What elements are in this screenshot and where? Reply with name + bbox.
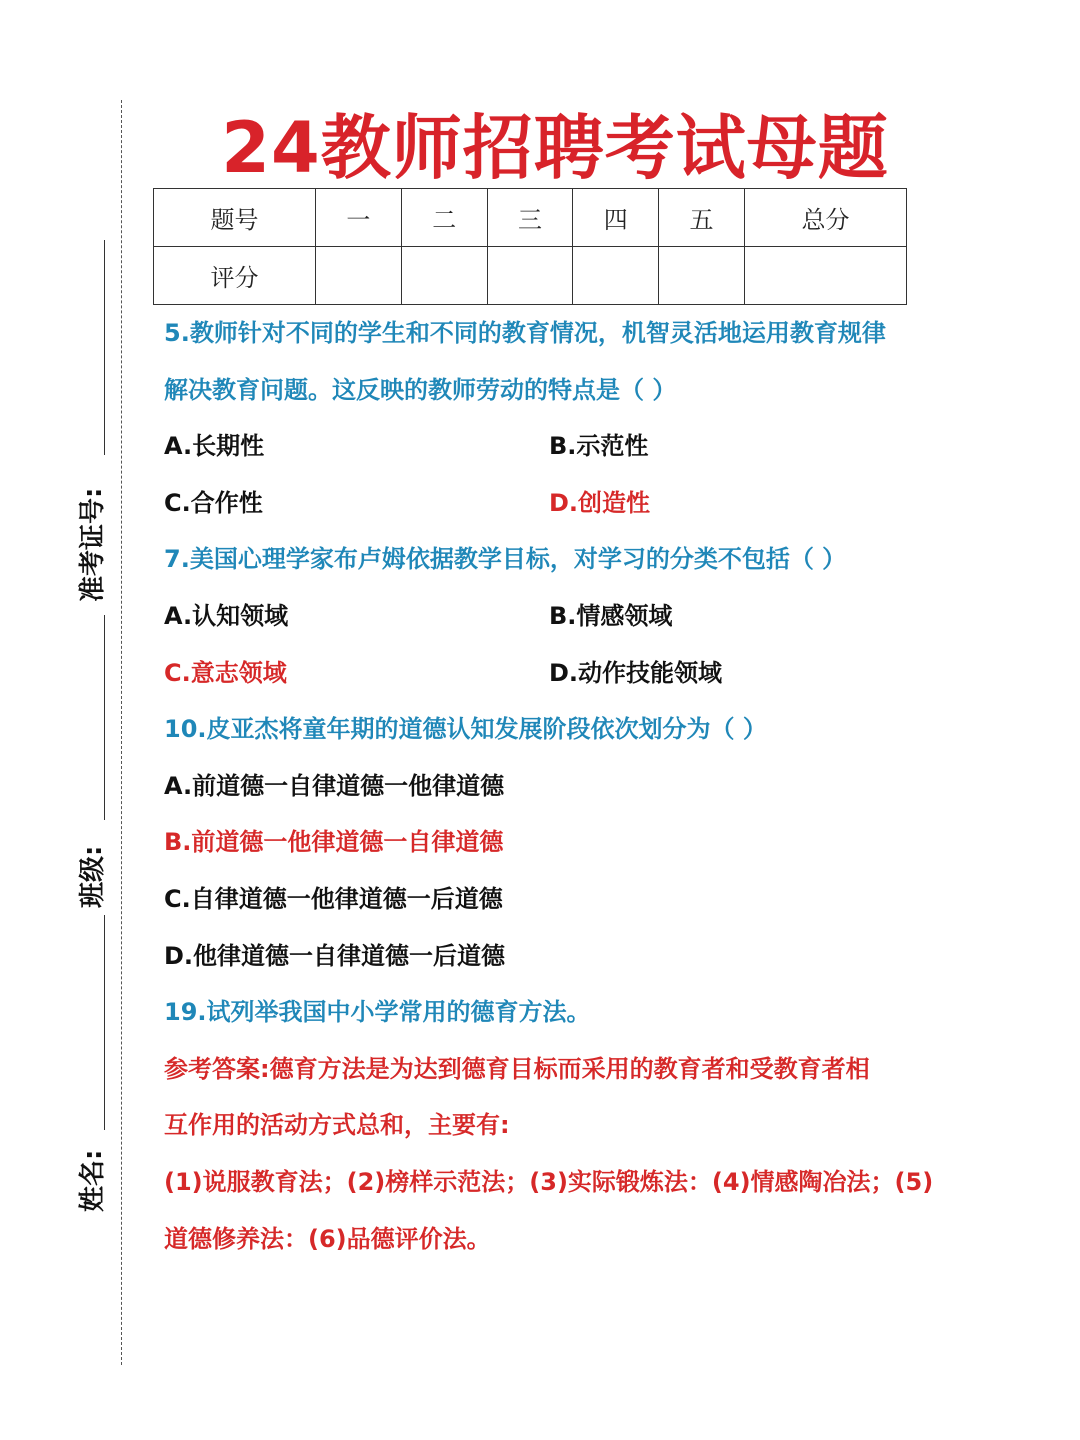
question-7-options-row1 [164,588,934,645]
score-table-header-row [154,189,907,247]
reference-answer-line2: 互作用的活动方式总和，主要有: [164,1111,510,1140]
question-7: 7.美国心理学家布卢姆依据教学目标，对学习的分类不包括（ ） [164,545,847,574]
reference-answer-line1: 参考答案:德育方法是为达到德育目标而采用的教育者和受教育者相 [164,1054,870,1083]
question-7-options-row2 [164,645,934,702]
question-5-line2: 解决教育问题。这反映的教师劳动的特点是（ ） [164,375,677,404]
question-5-options-row1 [164,418,934,475]
score-table [153,188,907,305]
score-cell[interactable] [659,247,745,305]
question-19: 19.试列举我国中小学常用的德育方法。 [164,998,591,1027]
class-label: 班级: [78,845,108,908]
score-table-score-row [154,247,907,305]
exam-id-line [104,240,105,455]
question-5-line1: 5.教师针对不同的学生和不同的教育情况，机智灵活地运用教育规律 [164,319,886,347]
class-line [104,615,105,820]
score-row-label: 评分 [154,247,316,305]
header-cell: 题号 [154,189,316,247]
option-d-correct: D.创造性 [549,488,651,517]
option-b: B.示范性 [549,432,649,461]
reference-answer-line4: 道德修养法：(6)品德评价法。 [164,1224,491,1253]
reference-answer-line3: (1)说服教育法；(2)榜样示范法；(3)实际锻炼法：(4)情感陶冶法；(5) [164,1167,934,1196]
header-cell: 三 [487,189,573,247]
score-cell[interactable] [573,247,659,305]
header-cell: 总分 [744,189,906,247]
option-c: C.合作性 [164,488,263,517]
option-b: B.情感领域 [549,601,673,630]
header-cell: 一 [316,189,402,247]
name-line [104,915,105,1130]
header-cell: 二 [401,189,487,247]
option-c-correct: C.意志领域 [164,658,287,687]
option-a: A.长期性 [164,432,265,461]
score-cell[interactable] [487,247,573,305]
binding-dashed-line [121,100,122,1365]
option-a: A.认知领域 [164,601,289,630]
header-cell: 五 [659,189,745,247]
option-b-correct: B.前道德一他律道德一自律道德 [164,828,504,857]
question-5-options-row2 [164,475,934,532]
score-cell[interactable] [744,247,906,305]
score-cell[interactable] [316,247,402,305]
exam-id-label: 准考证号: [78,487,108,602]
question-list [164,305,934,1267]
page-title: 24教师招聘考试母题 [221,107,889,189]
question-10: 10.皮亚杰将童年期的道德认知发展阶段依次划分为（ ） [164,715,767,744]
name-label: 姓名: [78,1149,108,1212]
option-c: C.自律道德一他律道德一后道德 [164,884,503,913]
score-cell[interactable] [401,247,487,305]
header-cell: 四 [573,189,659,247]
option-d: D.动作技能领域 [549,658,723,687]
option-a: A.前道德一自律道德一他律道德 [164,771,505,800]
option-d: D.他律道德一自律道德一后道德 [164,941,506,970]
